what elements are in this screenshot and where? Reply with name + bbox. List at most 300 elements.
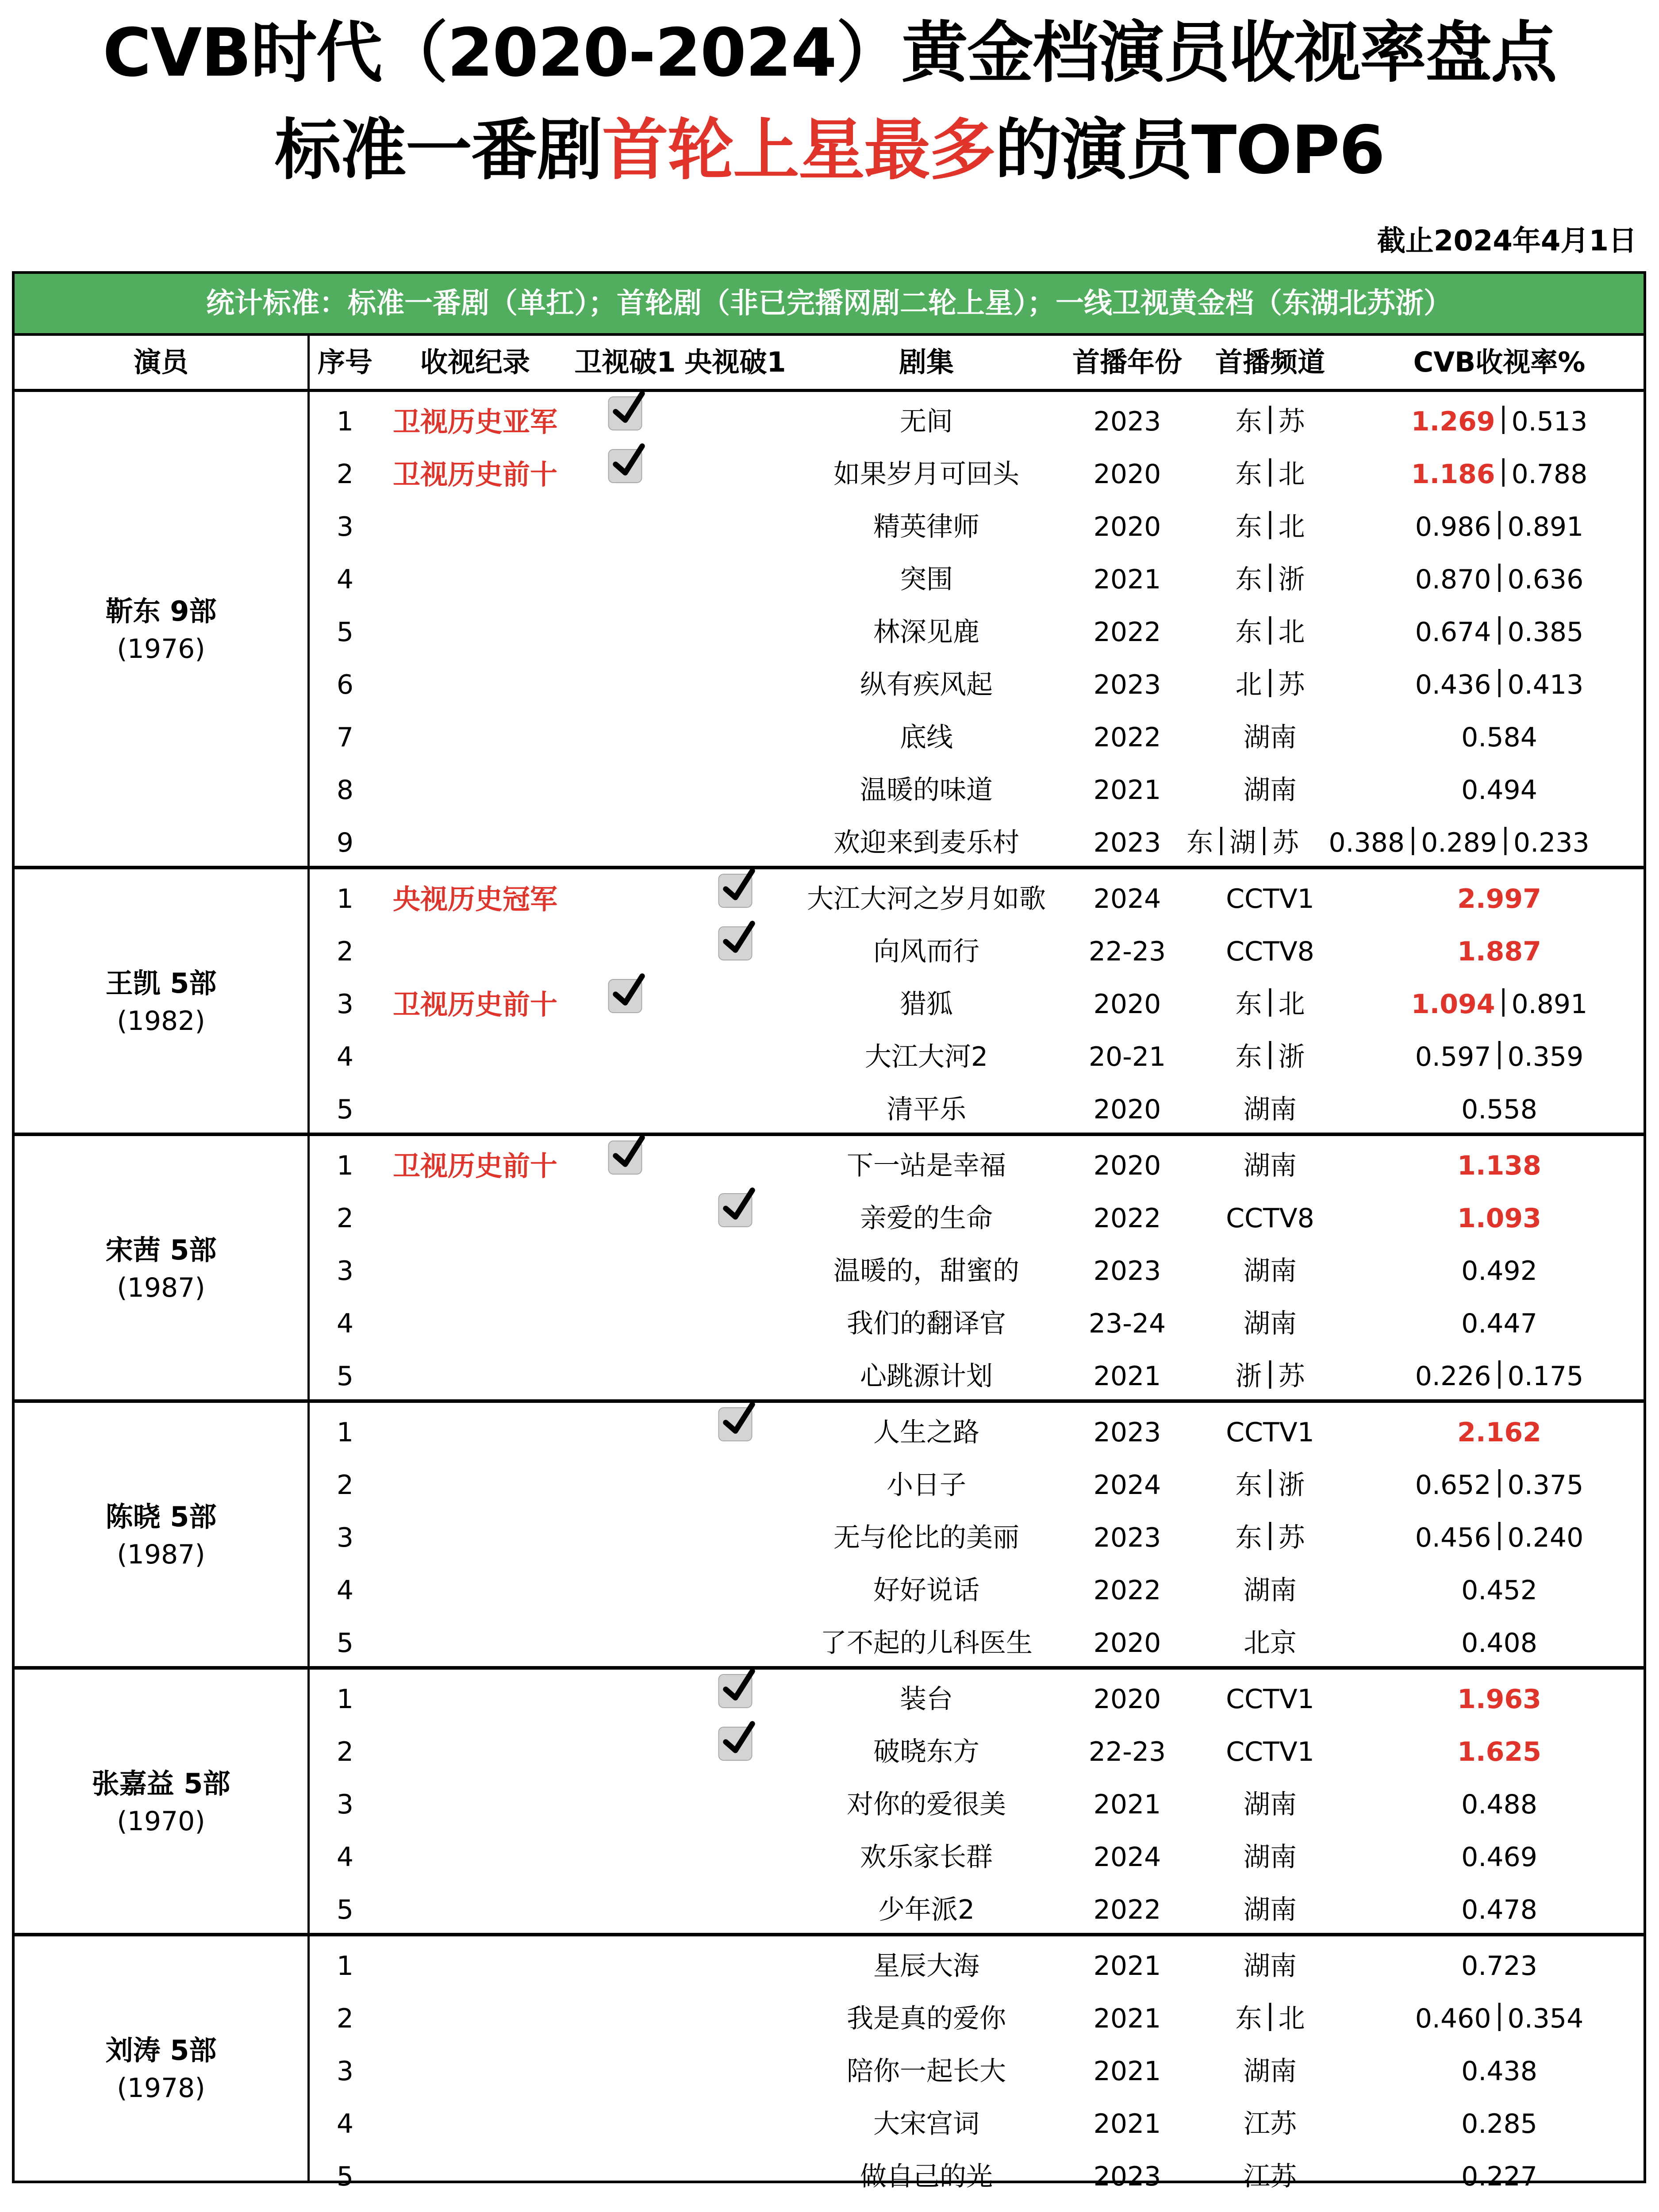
cvb-rating	[1461, 708, 1537, 760]
channel-name: 湖南	[1244, 1150, 1297, 1181]
row-index: 9	[336, 827, 354, 858]
premiere-year: 2021	[1093, 1361, 1161, 1392]
channel-name: 苏	[1278, 1361, 1305, 1392]
checkmark-icon	[721, 1188, 757, 1224]
row-index: 2	[336, 1203, 354, 1234]
checkmark-icon	[611, 391, 647, 427]
sat-break-checkbox	[608, 979, 642, 1013]
channel-name: CCTV1	[1226, 1736, 1314, 1767]
premiere-channel	[1226, 1189, 1314, 1241]
separator	[1498, 1360, 1501, 1389]
premiere-channel	[1244, 2147, 1297, 2200]
channel-name: 东	[1235, 511, 1262, 542]
table-row	[15, 497, 1644, 550]
row-index: 5	[336, 1894, 354, 1925]
rating-value: 0.447	[1461, 1308, 1537, 1339]
rating-record: 卫视历史亚军	[392, 406, 558, 438]
rating-value: 1.963	[1457, 1684, 1541, 1715]
cvb-rating	[1411, 975, 1588, 1027]
channel-name: 浙	[1235, 1361, 1262, 1392]
channel-name: 东	[1235, 1522, 1262, 1553]
premiere-channel	[1244, 1080, 1297, 1133]
cvb-rating	[1457, 922, 1541, 975]
rating-value: 0.488	[1461, 1789, 1537, 1820]
channel-name: CCTV1	[1226, 883, 1314, 914]
rating-value: 0.375	[1507, 1470, 1584, 1501]
channel-name: 湖南	[1244, 1094, 1297, 1125]
subtitle-highlight: 首轮上星最多	[602, 112, 995, 189]
actor-name: 靳东 9部	[105, 595, 217, 627]
channel-name: 东	[1235, 406, 1262, 437]
row-index: 7	[336, 722, 354, 753]
premiere-channel	[1226, 1670, 1314, 1722]
row-index: 1	[336, 1150, 354, 1181]
separator	[1220, 827, 1222, 855]
premiere-year: 2023	[1093, 1256, 1161, 1286]
drama-title: 少年派2	[878, 1894, 975, 1925]
cvb-rating	[1457, 1722, 1541, 1775]
rating-record: 央视历史冠军	[392, 883, 558, 915]
table-row	[15, 550, 1644, 603]
rating-value: 0.175	[1507, 1361, 1584, 1392]
premiere-year: 20-21	[1088, 1041, 1166, 1072]
premiere-year: 2024	[1093, 883, 1161, 914]
separator	[1269, 988, 1271, 1017]
cvb-rating	[1461, 1613, 1537, 1666]
rating-value: 0.469	[1461, 1842, 1537, 1873]
table-row	[15, 445, 1644, 497]
premiere-year: 2023	[1093, 669, 1161, 700]
premiere-year: 22-23	[1088, 1736, 1166, 1767]
cvb-rating	[1461, 2042, 1537, 2094]
channel-name: 湖南	[1244, 1951, 1297, 1982]
table-row	[15, 1241, 1644, 1294]
row-index: 4	[336, 1308, 354, 1339]
cvb-rating	[1415, 655, 1584, 708]
separator	[1498, 669, 1501, 697]
cctv-break-checkbox	[718, 1727, 753, 1761]
channel-name: CCTV8	[1226, 936, 1314, 967]
row-index: 6	[336, 669, 354, 700]
header-index: 序号	[317, 346, 373, 378]
row-index: 8	[336, 775, 354, 806]
row-index: 3	[336, 2056, 354, 2087]
premiere-year: 2021	[1093, 1789, 1161, 1820]
checkmark-icon	[721, 921, 757, 957]
rating-value: 0.436	[1415, 669, 1491, 700]
separator	[1269, 406, 1271, 434]
premiere-channel	[1236, 1508, 1305, 1561]
table-row	[15, 392, 1644, 445]
channel-name: 浙	[1278, 1041, 1305, 1072]
channel-name: 东	[1235, 1041, 1262, 1072]
page-subtitle	[0, 111, 1659, 190]
drama-title: 清平乐	[887, 1094, 966, 1125]
separator	[1263, 827, 1265, 855]
premiere-channel	[1236, 655, 1305, 708]
drama-title: 我是真的爱你	[847, 2003, 1006, 2034]
table-row	[15, 1403, 1644, 1455]
checkmark-icon	[721, 868, 757, 905]
cvb-rating	[1457, 1136, 1541, 1189]
premiere-year: 2022	[1093, 722, 1161, 753]
row-index: 3	[336, 989, 354, 1020]
table-row	[15, 975, 1644, 1027]
checkmark-icon	[611, 1135, 647, 1171]
header-sat-break: 卫视破1	[574, 346, 676, 378]
table-row	[15, 603, 1644, 655]
cvb-rating	[1461, 1241, 1537, 1294]
premiere-year: 2023	[1093, 1522, 1161, 1553]
premiere-year: 2024	[1093, 1842, 1161, 1873]
cvb-rating	[1329, 813, 1589, 866]
rating-value: 0.354	[1507, 2003, 1584, 2034]
drama-title: 人生之路	[873, 1417, 979, 1448]
cvb-rating	[1457, 1403, 1541, 1455]
premiere-year: 2020	[1093, 989, 1161, 1020]
separator	[1269, 1041, 1271, 1069]
channel-name: 北	[1278, 617, 1305, 648]
rating-value: 1.186	[1411, 459, 1495, 490]
separator	[1269, 1522, 1271, 1550]
premiere-channel	[1244, 1775, 1297, 1828]
premiere-channel	[1236, 1347, 1305, 1399]
cvb-rating	[1415, 1347, 1584, 1399]
channel-name: 湖南	[1244, 1575, 1297, 1606]
rating-value: 0.227	[1461, 2161, 1537, 2192]
rating-value: 0.413	[1507, 669, 1584, 700]
drama-title: 下一站是幸福	[847, 1150, 1006, 1181]
cvb-rating	[1461, 2094, 1537, 2147]
actor-birth-year: (1970)	[117, 1805, 205, 1837]
channel-name: 东	[1187, 827, 1213, 858]
actor-block	[15, 1670, 1644, 1936]
separator	[1269, 1360, 1271, 1389]
row-index: 2	[336, 1470, 354, 1501]
premiere-channel	[1236, 1027, 1305, 1080]
table-row	[15, 1508, 1644, 1561]
premiere-year: 2021	[1093, 775, 1161, 806]
table-row	[15, 1080, 1644, 1133]
rating-value: 0.285	[1461, 2108, 1537, 2139]
drama-title: 心跳源计划	[860, 1361, 993, 1392]
channel-name: 江苏	[1244, 2108, 1297, 2139]
premiere-channel	[1236, 550, 1305, 603]
premiere-year: 2020	[1093, 1684, 1161, 1715]
premiere-year: 2023	[1093, 406, 1161, 437]
cvb-rating	[1461, 760, 1537, 813]
drama-title: 星辰大海	[873, 1951, 979, 1982]
rating-value: 0.492	[1461, 1256, 1537, 1286]
table-row	[15, 1828, 1644, 1880]
drama-title: 大江大河2	[864, 1041, 988, 1072]
rating-record: 卫视历史前十	[392, 988, 558, 1021]
cctv-break-checkbox	[718, 1674, 753, 1708]
premiere-channel	[1236, 497, 1305, 550]
drama-title: 对你的爱很美	[847, 1789, 1006, 1820]
channel-name: 湖南	[1244, 1789, 1297, 1820]
premiere-year: 2021	[1093, 2108, 1161, 2139]
premiere-channel	[1244, 760, 1297, 813]
row-index: 2	[336, 459, 354, 490]
actor-block	[15, 392, 1644, 869]
row-index: 1	[336, 406, 354, 437]
cvb-rating	[1461, 1936, 1537, 1989]
premiere-channel	[1187, 813, 1299, 866]
channel-name: 东	[1235, 617, 1262, 648]
rating-value: 0.438	[1461, 2056, 1537, 2087]
channel-name: CCTV1	[1226, 1417, 1314, 1448]
table-row	[15, 1670, 1644, 1722]
actor-birth-year: (1982)	[117, 1005, 205, 1037]
sat-break-checkbox	[608, 1141, 642, 1175]
drama-title: 陪你一起长大	[847, 2056, 1006, 2087]
actor-birth-year: (1976)	[117, 633, 205, 664]
rating-value: 0.986	[1415, 511, 1491, 542]
rating-value: 1.094	[1411, 989, 1495, 1020]
table-row	[15, 1613, 1644, 1666]
premiere-year: 22-23	[1088, 936, 1166, 967]
premiere-channel	[1236, 1989, 1305, 2042]
actor-block	[15, 1936, 1644, 2200]
rating-value: 0.558	[1461, 1094, 1537, 1125]
separator	[1269, 511, 1271, 539]
sat-break-checkbox	[608, 396, 642, 430]
header-record: 收视纪录	[420, 346, 530, 378]
rating-value: 0.359	[1507, 1041, 1584, 1072]
separator	[1502, 988, 1505, 1017]
drama-title: 如果岁月可回头	[833, 459, 1019, 490]
drama-title: 欢乐家长群	[860, 1842, 993, 1873]
table-row	[15, 1936, 1644, 1989]
cvb-rating	[1415, 497, 1584, 550]
premiere-year: 2020	[1093, 1094, 1161, 1125]
actor-birth-year: (1987)	[117, 1272, 205, 1303]
channel-name: 北	[1235, 669, 1262, 700]
premiere-year: 2023	[1093, 1417, 1161, 1448]
table-row	[15, 2147, 1644, 2200]
subtitle-suffix: 的演员TOP6	[995, 112, 1385, 189]
premiere-year: 2021	[1093, 1951, 1161, 1982]
premiere-year: 2022	[1093, 1575, 1161, 1606]
channel-name: CCTV1	[1226, 1684, 1314, 1715]
row-index: 3	[336, 1789, 354, 1820]
cvb-rating	[1457, 1670, 1541, 1722]
cvb-rating	[1415, 1989, 1584, 2042]
premiere-year: 2021	[1093, 2056, 1161, 2087]
actor-birth-year: (1978)	[117, 2072, 205, 2104]
rating-value: 1.138	[1457, 1150, 1541, 1181]
rating-value: 0.478	[1461, 1894, 1537, 1925]
premiere-year: 2024	[1093, 1470, 1161, 1501]
checkmark-icon	[721, 1669, 757, 1705]
premiere-channel	[1244, 1561, 1297, 1613]
drama-title: 做自己的光	[860, 2161, 993, 2192]
cvb-rating	[1457, 1189, 1541, 1241]
header-drama: 剧集	[899, 346, 954, 378]
rating-value: 0.723	[1461, 1951, 1537, 1982]
rating-value: 0.597	[1415, 1041, 1491, 1072]
drama-title: 大江大河之岁月如歌	[807, 883, 1046, 914]
channel-name: 北京	[1244, 1628, 1297, 1659]
rating-value: 0.388	[1329, 827, 1405, 858]
cvb-rating	[1415, 1027, 1584, 1080]
channel-name: 东	[1235, 1470, 1262, 1501]
subtitle-prefix: 标准一番剧	[274, 112, 602, 189]
cctv-break-checkbox	[718, 874, 753, 908]
cvb-rating	[1461, 1828, 1537, 1880]
criteria-banner: 统计标准：标准一番剧（单扛）；首轮剧（非已完播网剧二轮上星）；一线卫视黄金档（东湖北苏浙）	[15, 274, 1644, 336]
table-row	[15, 1561, 1644, 1613]
drama-title: 我们的翻译官	[847, 1308, 1006, 1339]
separator	[1269, 1469, 1271, 1498]
table-row	[15, 1136, 1644, 1189]
premiere-channel	[1226, 869, 1314, 922]
channel-name: 湖南	[1244, 1842, 1297, 1873]
premiere-year: 2020	[1093, 459, 1161, 490]
table-row	[15, 655, 1644, 708]
header-year: 首播年份	[1072, 346, 1183, 378]
cvb-rating	[1411, 392, 1588, 445]
cvb-rating	[1461, 1561, 1537, 1613]
sat-break-checkbox	[608, 449, 642, 483]
channel-name: 湖	[1229, 827, 1256, 858]
premiere-year: 23-24	[1088, 1308, 1166, 1339]
drama-title: 无间	[900, 406, 953, 437]
row-index: 4	[336, 1041, 354, 1072]
separator	[1269, 669, 1271, 697]
actor-name: 刘涛 5部	[105, 2034, 217, 2066]
premiere-channel	[1244, 2042, 1297, 2094]
cvb-rating	[1461, 1080, 1537, 1133]
table-row	[15, 1027, 1644, 1080]
separator	[1269, 2003, 1271, 2031]
header-cctv-break: 央视破1	[684, 346, 786, 378]
drama-title: 破晓东方	[873, 1736, 979, 1767]
channel-name: 浙	[1278, 564, 1305, 595]
rating-value: 0.408	[1461, 1628, 1537, 1659]
premiere-year: 2022	[1093, 617, 1161, 648]
channel-name: 东	[1235, 459, 1262, 490]
row-index: 5	[336, 1361, 354, 1392]
row-index: 5	[336, 1628, 354, 1659]
premiere-channel	[1244, 1936, 1297, 1989]
cvb-rating	[1461, 1294, 1537, 1347]
drama-title: 纵有疾风起	[860, 669, 993, 700]
actor-name: 王凯 5部	[105, 967, 217, 999]
premiere-year: 2023	[1093, 2161, 1161, 2192]
premiere-channel	[1236, 392, 1305, 445]
cvb-rating	[1457, 869, 1541, 922]
header-row	[15, 336, 1644, 392]
premiere-channel	[1236, 603, 1305, 655]
premiere-channel	[1226, 1403, 1314, 1455]
premiere-year: 2020	[1093, 511, 1161, 542]
cvb-rating	[1461, 1775, 1537, 1828]
channel-name: 北	[1278, 989, 1305, 1020]
separator	[1498, 1469, 1501, 1498]
premiere-channel	[1236, 975, 1305, 1027]
table-row	[15, 2042, 1644, 2094]
cctv-break-checkbox	[718, 1193, 753, 1227]
table-row	[15, 1880, 1644, 1933]
cvb-rating	[1415, 603, 1584, 655]
cctv-break-checkbox	[718, 1407, 753, 1441]
table-row	[15, 1294, 1644, 1347]
row-index: 4	[336, 564, 354, 595]
actor-name: 宋茜 5部	[105, 1233, 217, 1266]
channel-name: 浙	[1278, 1470, 1305, 1501]
checkmark-icon	[611, 444, 647, 480]
premiere-year: 2020	[1093, 1628, 1161, 1659]
separator	[1412, 827, 1414, 855]
rating-value: 0.891	[1511, 989, 1588, 1020]
table-row	[15, 1989, 1644, 2042]
drama-title: 林深见鹿	[873, 617, 979, 648]
channel-name: 北	[1278, 511, 1305, 542]
premiere-year: 2021	[1093, 2003, 1161, 2034]
table-row	[15, 813, 1644, 866]
checkmark-icon	[611, 974, 647, 1010]
rating-value: 0.226	[1415, 1361, 1491, 1392]
premiere-year: 2022	[1093, 1203, 1161, 1234]
premiere-year: 2022	[1093, 1894, 1161, 1925]
row-index: 2	[336, 1736, 354, 1767]
drama-title: 突围	[900, 564, 953, 595]
drama-title: 大宋宫词	[873, 2108, 979, 2139]
drama-title: 温暖的，甜蜜的	[833, 1256, 1019, 1286]
rating-value: 0.513	[1511, 406, 1588, 437]
separator	[1269, 616, 1271, 645]
premiere-channel	[1244, 2094, 1297, 2147]
cvb-rating	[1415, 1455, 1584, 1508]
row-index: 5	[336, 2161, 354, 2192]
drama-title: 向风而行	[873, 936, 979, 967]
rating-value: 0.460	[1415, 2003, 1491, 2034]
channel-name: 江苏	[1244, 2161, 1297, 2192]
channel-name: CCTV8	[1226, 1203, 1314, 1234]
rating-value: 1.093	[1457, 1203, 1541, 1234]
row-index: 1	[336, 1951, 354, 1982]
table-row	[15, 1722, 1644, 1775]
separator	[1504, 827, 1506, 855]
ratings-table	[12, 271, 1646, 2192]
drama-title: 小日子	[887, 1470, 966, 1501]
cvb-rating	[1411, 445, 1588, 497]
row-index: 4	[336, 1575, 354, 1606]
table-row	[15, 2094, 1644, 2147]
rating-value: 0.788	[1511, 459, 1588, 490]
premiere-channel	[1226, 1722, 1314, 1775]
rating-value: 1.269	[1411, 406, 1495, 437]
premiere-channel	[1244, 1241, 1297, 1294]
cvb-rating	[1415, 1508, 1584, 1561]
row-index: 2	[336, 2003, 354, 2034]
row-index: 3	[336, 511, 354, 542]
rating-value: 0.652	[1415, 1470, 1491, 1501]
drama-title: 温暖的味道	[860, 775, 993, 806]
drama-title: 猎狐	[900, 989, 953, 1020]
actor-birth-year: (1987)	[117, 1539, 205, 1570]
rating-value: 0.456	[1415, 1522, 1491, 1553]
as-of-date: 截止2024年4月1日	[1377, 225, 1637, 257]
rating-value: 1.625	[1457, 1736, 1541, 1767]
rating-value: 0.636	[1507, 564, 1584, 595]
premiere-channel	[1244, 1294, 1297, 1347]
separator	[1269, 458, 1271, 487]
channel-name: 湖南	[1244, 722, 1297, 753]
channel-name: 北	[1278, 459, 1305, 490]
